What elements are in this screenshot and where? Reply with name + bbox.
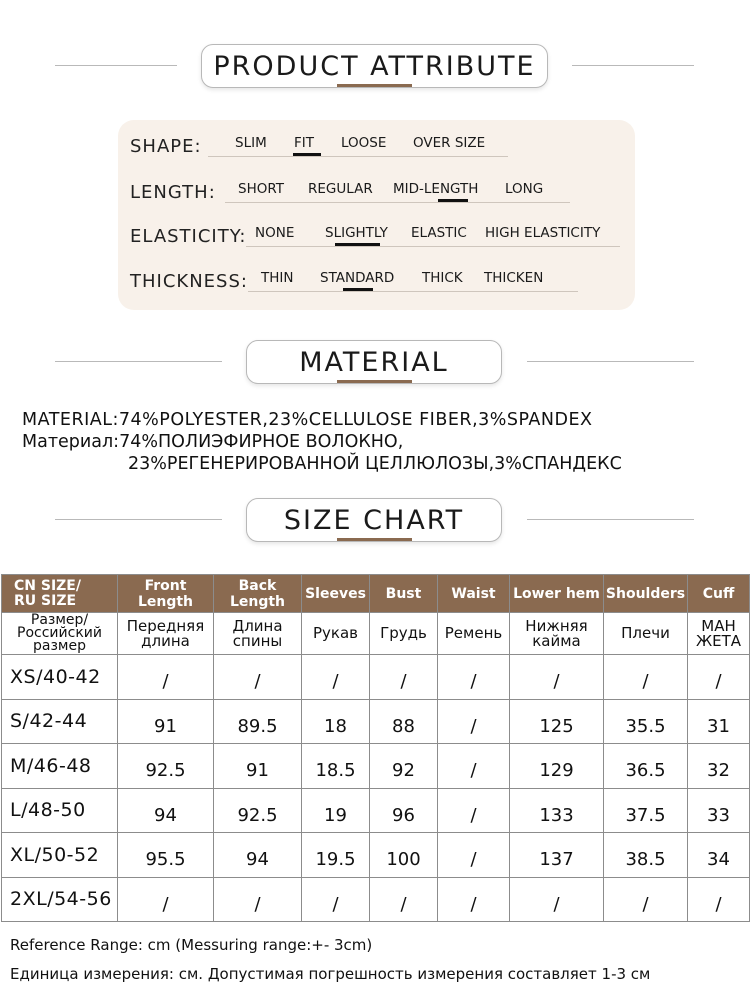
value-cell: / (438, 744, 510, 789)
value-cell: 91 (214, 744, 302, 789)
size-cell: XS/40-42 (2, 655, 118, 700)
attribute-option: THICK (422, 270, 463, 286)
value-cell: / (438, 655, 510, 700)
size-chart-heading (0, 498, 750, 542)
ru-header-cell (118, 613, 214, 655)
header-cell: Back Length (214, 575, 302, 613)
header-size-line: RU SIZE (14, 592, 77, 609)
header-cell: Bust (370, 575, 438, 613)
value-cell: 129 (510, 744, 604, 789)
header-cell: Cuff (688, 575, 750, 613)
value-cell: 133 (510, 788, 604, 833)
attribute-row-thickness (130, 264, 630, 294)
heading-pill (201, 44, 548, 88)
selected-marker (343, 288, 373, 291)
material-en-label: MATERIAL: (22, 410, 119, 430)
header-cell: Waist (438, 575, 510, 613)
heading-accent-bar (337, 84, 412, 87)
material-ru-value-2: 23%РЕГЕНЕРИРОВАННОЙ ЦЕЛЛЮЛОЗЫ,3%СПАНДЕКС (128, 454, 622, 474)
table-row (2, 744, 750, 789)
ru-header-cell (688, 613, 750, 655)
value-cell: / (214, 877, 302, 922)
value-cell: 94 (118, 788, 214, 833)
table-row (2, 833, 750, 878)
attribute-option-selected: STANDARD (320, 270, 395, 286)
heading-rule-left (55, 65, 177, 66)
value-cell: 137 (510, 833, 604, 878)
value-cell: 33 (688, 788, 750, 833)
header-cell-size (2, 575, 118, 613)
size-table-ru-header-row (2, 613, 750, 655)
attribute-line (208, 156, 508, 157)
heading-rule-right (527, 519, 694, 520)
value-cell: 18 (302, 699, 370, 744)
attribute-option: SHORT (238, 181, 284, 197)
size-cell: M/46-48 (2, 744, 118, 789)
value-cell: / (302, 877, 370, 922)
ru-size-line: размер (33, 638, 86, 654)
heading-title: SIZE CHART (283, 504, 465, 536)
attribute-label: LENGTH: (130, 182, 216, 203)
value-cell: / (604, 877, 688, 922)
value-cell: 125 (510, 699, 604, 744)
size-table (1, 574, 750, 922)
heading-pill (246, 498, 502, 542)
attribute-option-selected: MID-LENGTH (393, 181, 479, 197)
ru-header-line: Рукав (312, 624, 358, 642)
ru-size-line: Российский (17, 625, 102, 641)
header-cell: Lower hem (510, 575, 604, 613)
selected-marker (293, 153, 321, 156)
value-cell: 89.5 (214, 699, 302, 744)
ru-header-cell (370, 613, 438, 655)
heading-rule-left (55, 361, 222, 362)
attribute-option: LONG (505, 181, 544, 197)
value-cell: 19 (302, 788, 370, 833)
attribute-option: NONE (255, 225, 295, 241)
heading-rule-right (572, 65, 694, 66)
ru-header-cell (604, 613, 688, 655)
value-cell: 35.5 (604, 699, 688, 744)
reference-note-ru: Единица измерения: см. Допустимая погрешность измерения составляет 1-3 см (10, 965, 651, 983)
attribute-card (118, 120, 635, 310)
value-cell: 92 (370, 744, 438, 789)
material-en-value: 74%POLYESTER,23%CELLULOSE FIBER,3%SPANDEX (118, 410, 593, 430)
table-row (2, 788, 750, 833)
value-cell: 31 (688, 699, 750, 744)
value-cell: 36.5 (604, 744, 688, 789)
ru-header-line: Нижняя (525, 616, 588, 635)
value-cell: / (370, 655, 438, 700)
value-cell: / (438, 833, 510, 878)
material-ru-label: Материал: (22, 432, 120, 452)
heading-pill (246, 340, 502, 384)
selected-marker (335, 243, 380, 246)
ru-header-cell (438, 613, 510, 655)
value-cell: 92.5 (118, 744, 214, 789)
ru-header-line: МАН (701, 616, 736, 635)
value-cell: / (370, 877, 438, 922)
value-cell: 100 (370, 833, 438, 878)
material-ru-value-1: 74%ПОЛИЭФИРНОЕ ВОЛОКНО, (119, 432, 404, 452)
selected-marker (438, 199, 468, 202)
attribute-option: ELASTIC (411, 225, 467, 241)
value-cell: / (604, 655, 688, 700)
value-cell: / (214, 655, 302, 700)
product-attribute-heading (0, 44, 750, 88)
heading-title: PRODUCT ATTRIBUTE (213, 50, 536, 82)
attribute-row-shape (130, 129, 630, 159)
attribute-option: SLIM (235, 135, 267, 151)
attribute-label: SHAPE: (130, 136, 202, 157)
attribute-row-length (130, 175, 630, 205)
value-cell: 32 (688, 744, 750, 789)
header-cell: Front Length (118, 575, 214, 613)
value-cell: 96 (370, 788, 438, 833)
heading-accent-bar (337, 538, 412, 541)
header-size-line: CN SIZE/ (14, 577, 81, 594)
heading-rule-right (527, 361, 694, 362)
attribute-option: HIGH ELASTICITY (485, 225, 601, 241)
ru-header-line: кайма (532, 631, 581, 650)
ru-header-line: спины (232, 631, 283, 650)
value-cell: 92.5 (214, 788, 302, 833)
value-cell: 38.5 (604, 833, 688, 878)
table-row (2, 877, 750, 922)
material-ru-line-2 (128, 454, 622, 474)
ru-header-cell (302, 613, 370, 655)
size-cell: S/42-44 (2, 699, 118, 744)
value-cell: 37.5 (604, 788, 688, 833)
attribute-option: THICKEN (484, 270, 544, 286)
material-ru-line (22, 432, 403, 452)
ru-size-line: Размер/ (30, 612, 89, 628)
reference-note-en: Reference Range: cm (Messuring range:+- 3cm) (10, 936, 373, 954)
heading-accent-bar (337, 380, 412, 383)
value-cell: / (438, 788, 510, 833)
value-cell: 88 (370, 699, 438, 744)
table-row (2, 699, 750, 744)
ru-header-line: Передняя (126, 616, 205, 635)
ru-header-line: Плечи (621, 624, 670, 642)
attribute-line (248, 291, 578, 292)
value-cell: / (510, 655, 604, 700)
attribute-option: REGULAR (308, 181, 373, 197)
attribute-label: THICKNESS: (130, 271, 248, 292)
value-cell: / (438, 699, 510, 744)
attribute-line (246, 246, 620, 247)
attribute-option: OVER SIZE (413, 135, 486, 151)
attribute-option: LOOSE (341, 135, 387, 151)
attribute-option-selected: FIT (294, 135, 314, 151)
size-cell: L/48-50 (2, 788, 118, 833)
size-table-header-row (2, 575, 750, 613)
value-cell: / (118, 655, 214, 700)
heading-rule-left (55, 519, 222, 520)
value-cell: 18.5 (302, 744, 370, 789)
ru-header-cell-size (2, 613, 118, 655)
ru-header-line: Ремень (444, 624, 503, 642)
heading-title: MATERIAL (299, 346, 449, 378)
value-cell: 19.5 (302, 833, 370, 878)
size-cell: XL/50-52 (2, 833, 118, 878)
material-heading (0, 340, 750, 384)
ru-header-cell (510, 613, 604, 655)
ru-header-line: Грудь (380, 624, 427, 642)
attribute-line (225, 202, 570, 203)
value-cell: / (510, 877, 604, 922)
header-cell: Sleeves (302, 575, 370, 613)
value-cell: 95.5 (118, 833, 214, 878)
value-cell: / (688, 655, 750, 700)
value-cell: / (118, 877, 214, 922)
table-row (2, 655, 750, 700)
ru-header-line: ЖЕТА (695, 631, 742, 650)
value-cell: 94 (214, 833, 302, 878)
header-cell: Shoulders (604, 575, 688, 613)
value-cell: / (688, 877, 750, 922)
value-cell: / (438, 877, 510, 922)
ru-header-cell (214, 613, 302, 655)
material-en-line (22, 410, 593, 430)
attribute-row-elasticity (130, 219, 630, 249)
value-cell: 91 (118, 699, 214, 744)
attribute-label: ELASTICITY: (130, 226, 247, 247)
ru-header-line: Длина (232, 616, 283, 635)
size-cell: 2XL/54-56 (2, 877, 118, 922)
value-cell: 34 (688, 833, 750, 878)
attribute-option: THIN (261, 270, 294, 286)
attribute-option-selected: SLIGHTLY (325, 225, 388, 241)
value-cell: / (302, 655, 370, 700)
ru-header-line: длина (141, 631, 190, 650)
